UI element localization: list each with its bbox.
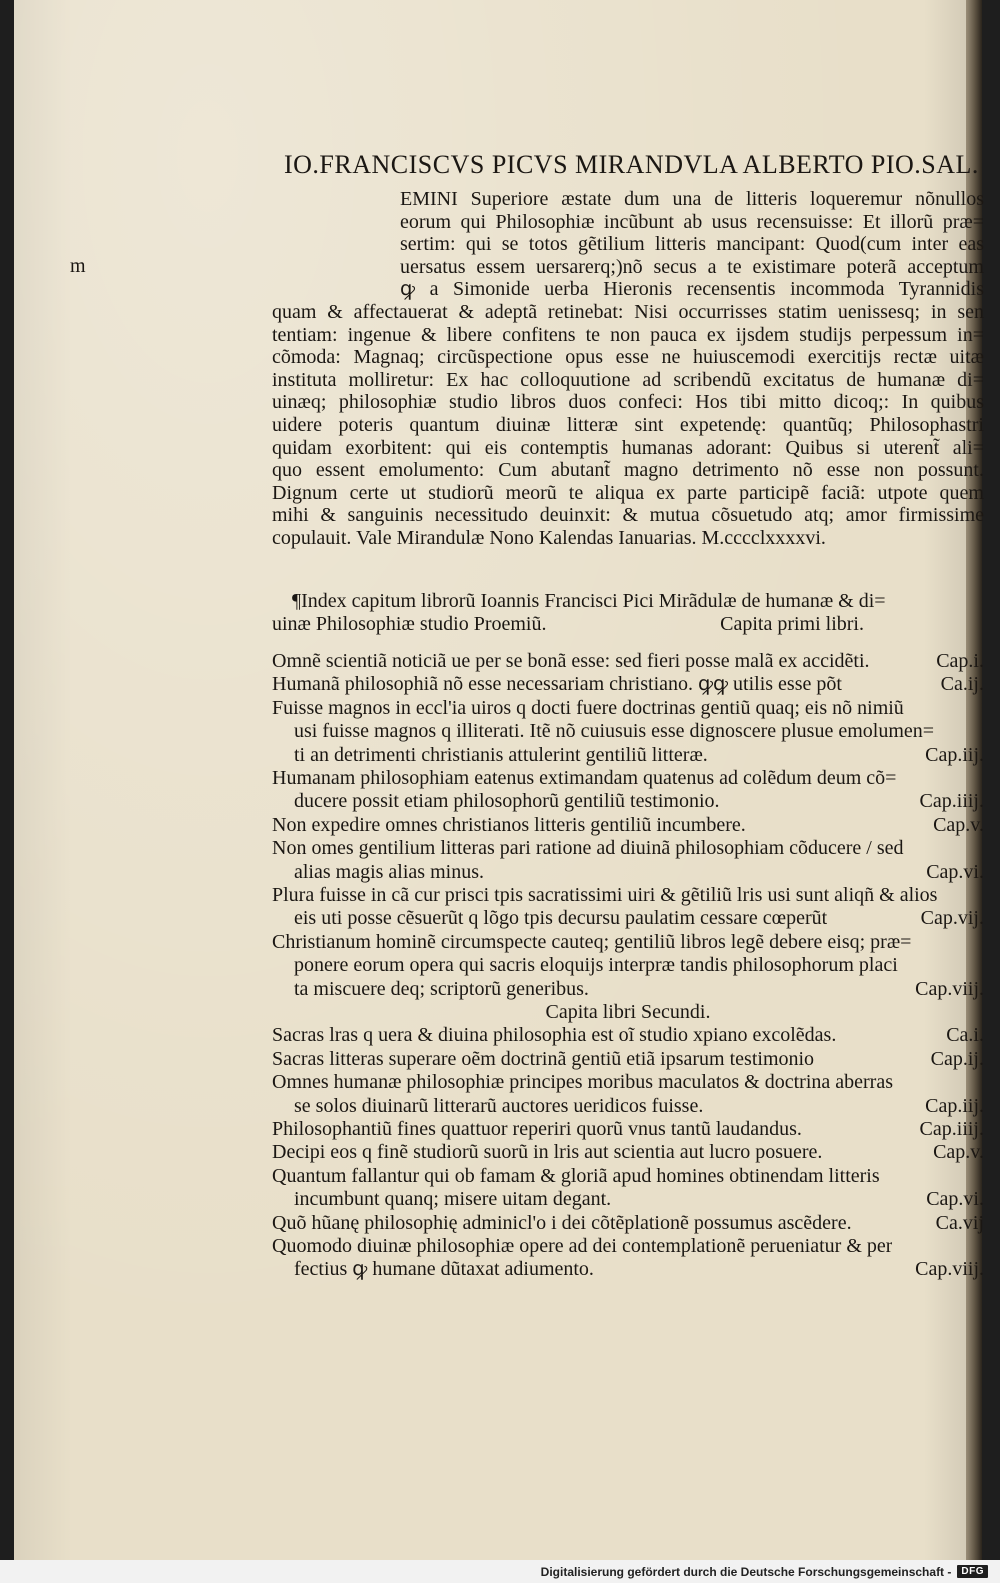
chapter-title-text: alias magis alias minus. (294, 860, 484, 883)
chapter-title-text: Sacras lras q uera & diuina philosophia est oĩ studio xpiano excolẽdas. (272, 1024, 837, 1047)
footer-text: Digitalisierung gefördert durch die Deutsche Forschungsgemeinschaft - (540, 1564, 952, 1579)
chapter-line (272, 744, 984, 767)
digitization-footer (0, 1560, 1000, 1583)
chapter-line (272, 837, 984, 860)
chapter-line (272, 1024, 984, 1047)
chapter-number: Cap.vij. (920, 907, 984, 930)
chapter-number: Cap.v. (933, 813, 984, 836)
chapter-title-text: Non expedire omnes christianos litteris gentiliũ incumbere. (272, 813, 746, 836)
chapter-entry (272, 1212, 984, 1235)
chapter-number: Cap.v. (933, 1141, 984, 1164)
spacer (272, 550, 984, 590)
chapter-entry (272, 1235, 984, 1282)
chapter-number: Ca.vij (935, 1211, 984, 1234)
index-proemium: uinæ Philosophiæ studio Proemiũ. (272, 612, 547, 635)
chapter-number: Cap.iiij. (919, 790, 984, 813)
chapter-title-text: Decipi eos q finẽ studiorũ suorũ in lris aut scientia aut lucro posuere. (272, 1141, 823, 1164)
index-subtitle-row (272, 613, 984, 636)
letter-line: cõmoda: Magnaq; circũspectione opus esse ne huiuscemodi exercitijs rectæ uitæ (272, 346, 984, 369)
chapter-entry (272, 1118, 984, 1141)
letter-heading: IO.FRANCISCVS PICVS MIRANDVLA ALBERTO PIO.SAL. (284, 150, 979, 179)
chapter-line (272, 1258, 984, 1281)
chapter-line (272, 978, 984, 1001)
index-header (272, 590, 984, 636)
dedicatory-letter (272, 188, 984, 550)
letter-line: uinæq; philosophiæ studio libros duos confeci: Hos tibi mitto dicoq;: In quibus (272, 391, 984, 414)
chapter-title-text: ponere eorum opera qui sacris eloquijs interpræ tandis philosophorum placi (294, 954, 898, 977)
chapter-title-text: Quomodo diuinæ philosophiæ opere ad dei contemplationẽ perueniatur & per (272, 1235, 893, 1258)
chapter-line (272, 884, 984, 907)
chapter-number: Cap.iiij. (919, 1118, 984, 1141)
letter-line: Dignum certe ut studiorũ meorũ te aliqua ex parte participẽ faciã: utpote quem (272, 481, 984, 504)
chapter-title-text: Quantum fallantur qui ob famam & gloriã apud homines obtinendam litteris (272, 1164, 880, 1187)
chapter-line (272, 907, 984, 930)
chapter-entry (272, 1071, 984, 1118)
letter-line: tentiam: ingenue & libere confitens te non pauca ex ijsdem studijs perpessum in= (272, 323, 984, 346)
chapter-line (272, 790, 984, 813)
letter-line: ꝙ a Simonide uerba Hieronis recensentis incommoda Tyrannidis (400, 278, 984, 301)
letter-line: uidere poteris quantum diuinæ litteræ sint expetendę: quantũq; Philosophastri (272, 413, 984, 436)
chapter-entry (272, 767, 984, 814)
text-block (272, 150, 984, 1282)
chapter-line (272, 1095, 984, 1118)
chapter-line (272, 931, 984, 954)
chapter-line (272, 697, 984, 720)
book1-title: Capita primi libri. (720, 612, 864, 635)
chapter-line (272, 767, 984, 790)
chapter-line (272, 1048, 984, 1071)
chapter-title-text: Fuisse magnos in eccl'ia uiros q docti fuere doctrinas gentiũ quaq; eis nõ nimiũ (272, 696, 904, 719)
chapter-line (272, 1188, 984, 1211)
book-page (14, 0, 982, 1560)
chapter-line (272, 1212, 984, 1235)
chapter-line (272, 814, 984, 837)
dfg-logo: DFG (957, 1565, 988, 1578)
chapter-title-text: Plura fuisse in cã cur prisci tpis sacratissimi uiri & gẽtiliũ lris usi sunt aliqñ & alios (272, 883, 938, 906)
chapter-entry (272, 1048, 984, 1071)
chapter-line (272, 954, 984, 977)
chapter-title-text: Humanã philosophiã nõ esse necessariam christiano. ꝙꝙ utilis esse põt (272, 673, 842, 696)
chapter-number: Cap.iij. (925, 1094, 984, 1117)
chapter-title-text: Sacras litteras superare oẽm doctrinã gentiũ etiã ipsarum testimonio (272, 1047, 815, 1070)
chapter-entry (272, 1024, 984, 1047)
letter-line: quidam exorbitent: qui eis contemptis humanas adorant: Quibus si uterent̃ ali= (272, 436, 984, 459)
chapter-number: Ca.i. (946, 1024, 984, 1047)
chapter-entry (272, 697, 984, 767)
chapter-line (272, 1165, 984, 1188)
chapter-number: Cap.viij. (915, 1258, 984, 1281)
chapter-number: Cap.ij. (930, 1047, 984, 1070)
chapter-line (272, 1071, 984, 1094)
index-title: ¶Index capitum librorũ Ioannis Francisci Pici Mirãdulæ de humanæ & di= (292, 589, 886, 612)
chapter-title-text: Christianum hominẽ circumspecte cauteq; gentiliũ libros legẽ debere eisq; præ= (272, 930, 912, 953)
chapter-title-text: ti an detrimenti christianis attulerint gentiliũ litteræ. (294, 743, 708, 766)
chapter-title-text: Non omes gentilium litteras pari ratione ad diuinã philosophiam cõducere / sed (272, 837, 904, 860)
chapter-title-text: incumbunt quanq; misere uitam degant. (294, 1188, 612, 1211)
guide-letter: m (70, 255, 86, 277)
book2-title: Capita libri Secundi. (545, 1001, 711, 1023)
letter-line: quam & affectauerat & adeptã retinebat: Nisi occurrisses statim uenissesq; in sen (272, 300, 984, 323)
chapter-title-text: se solos diuinarũ litterarũ auctores ueridicos fuisse. (294, 1094, 704, 1117)
chapter-number: Cap.vi. (926, 1188, 984, 1211)
chapter-entry (272, 650, 984, 673)
chapter-title-text: ta miscuere deq; scriptorũ generibus. (294, 977, 589, 1000)
chapter-title-text: Omnes humanæ philosophiæ principes moribus maculatos & doctrina aberras (272, 1071, 893, 1094)
chapter-title-text: Omnẽ scientiã noticiã ue per se bonã esse: sed fieri posse malã ex accidẽti. (272, 649, 870, 672)
chapter-entry (272, 814, 984, 837)
chapter-title-text: Philosophantiũ fines quattuor reperiri quorũ vnus tantũ laudandus. (272, 1118, 802, 1141)
book1-chapter-list (272, 650, 984, 1001)
chapter-number: Cap.vi. (926, 860, 984, 883)
letter-line: eorum qui Philosophiæ incũbunt ab usus recensuisse: Et illorũ præ= (400, 210, 984, 233)
letter-line: copulauit. Vale Mirandulæ Nono Kalendas Ianuarias. M.cccclxxxxvi. (272, 526, 826, 549)
chapter-entry (272, 884, 984, 931)
chapter-title-text: Quõ hũanę philosophię adminicl'o i dei cõtẽplationẽ possumus ascẽdere. (272, 1211, 852, 1234)
chapter-entry (272, 1141, 984, 1164)
chapter-line (272, 650, 984, 673)
letter-line: mihi & sanguinis necessitudo deuinxit: & mutua cõsuetudo atq; amor firmissime (272, 504, 984, 527)
book2-chapter-list (272, 1024, 984, 1281)
letter-line: uersatus essem uersarerq;)nõ secus a te existimare poterã acceptum (400, 255, 984, 278)
letter-line: sertim: qui se totos gẽtilium litteris mancipant: Quod(cum inter eas (400, 233, 984, 256)
letter-line: quo essent emolumento: Cum abutant̃ magno detrimento nõ esse non possunt. (272, 459, 984, 482)
chapter-line (272, 1118, 984, 1141)
chapter-number: Cap.i. (936, 649, 984, 672)
chapter-line (272, 1235, 984, 1258)
chapter-line (272, 861, 984, 884)
chapter-number: Ca.ij. (940, 673, 984, 696)
letter-line: instituta molliretur: Ex hac colloquutione ad scribendũ excitatus de humanæ di= (272, 368, 984, 391)
chapter-title-text: eis uti posse cẽsuerũt q lõgo tpis decursu paulatim cessare cœperũt (294, 907, 828, 930)
chapter-entry (272, 931, 984, 1001)
chapter-title-text: fectius ꝙ humane dũtaxat adiumento. (294, 1258, 594, 1281)
chapter-line (272, 673, 984, 696)
chapter-title-text: usi fuisse magnos q illiterati. Itẽ nõ cuiusuis esse dignoscere plusue emolumen= (294, 720, 935, 743)
chapter-number: Cap.viij. (915, 977, 984, 1000)
chapter-line (272, 720, 984, 743)
chapter-title-text: Humanam philosophiam eatenus extimandam quatenus ad colẽdum deum cõ= (272, 766, 897, 789)
letter-line: EMINI Superiore æstate dum una de litteris loqueremur nõnullos (400, 188, 984, 210)
chapter-title-text: ducere possit etiam philosophorũ gentiliũ testimonio. (294, 790, 720, 813)
chapter-entry (272, 1165, 984, 1212)
chapter-line (272, 1141, 984, 1164)
chapter-number: Cap.iij. (925, 743, 984, 766)
chapter-entry (272, 837, 984, 884)
chapter-entry (272, 673, 984, 696)
